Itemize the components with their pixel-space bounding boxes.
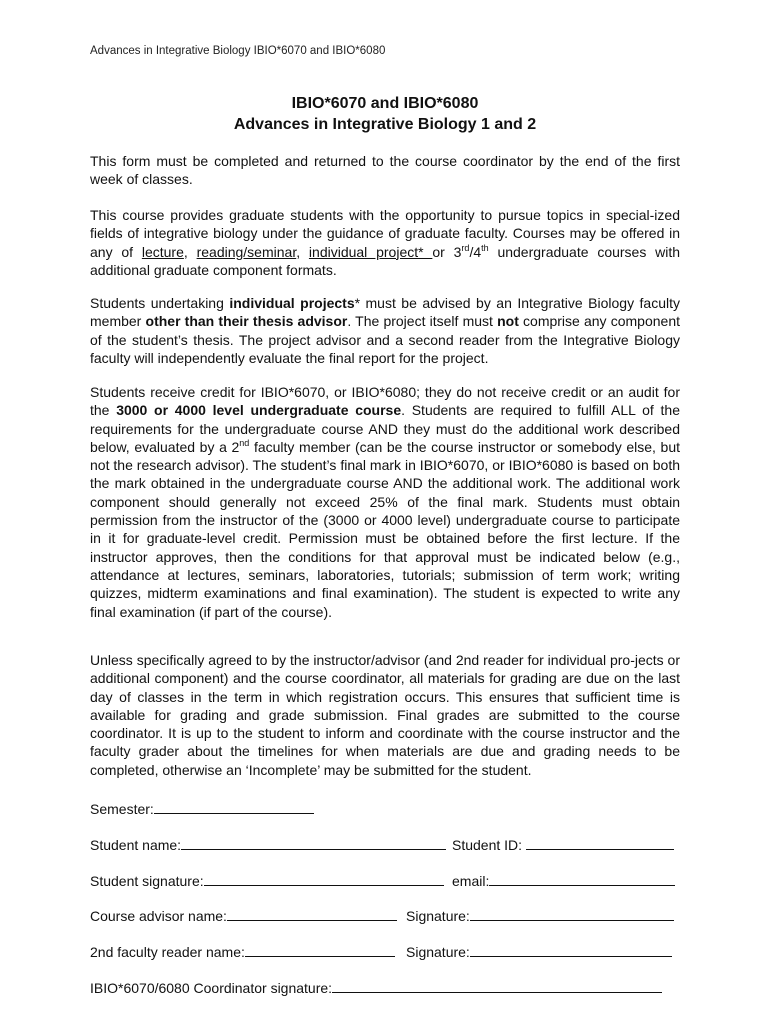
reader-signature-line[interactable] [470,942,672,957]
instruction-paragraph: This form must be completed and returned to the course coordinator by the end of the first week of classes. [90,153,680,188]
advisor-signature-field [406,906,674,924]
course-advisor-name-label: Course advisor name: [90,908,227,924]
credit-requirements-paragraph: Students receive credit for IBIO*6070, or IBIO*6080; they do not receive credit or an audit for the 3000 or 4000 level undergraduate course. Students are required to fulfill ALL of the requirements for the undergraduate course AND they must do the additional work described below, evaluated by a 2nd faculty member (can be the course instructor or somebody else, but not the research advisor). The student’s final mark in IBIO*6070, or IBIO*6080 is based on both the mark obtained in the undergraduate course AND the additional work. The additional work component should generally not exceed 25% of the final mark. Students must obtain permission from the instructor of the (3000 or 4000 level) undergraduate course to participate in it for graduate-level credit. Permission must be obtained before the first lecture. If the instructor approves, then the conditions for that approval must be indicated below (e.g., attendance at lectures, seminars, laboratories, tutorials; submission of term work; writing quizzes, midterm examinations and final examination). The student is expected to write any final examination (if part of the course). [90,384,680,620]
second-reader-name-field [90,942,395,960]
student-signature-line[interactable] [204,871,444,886]
email-label: email: [452,873,490,889]
reader-signature-field [406,942,672,960]
email-line[interactable] [489,871,675,886]
document-title: IBIO*6070 and IBIO*6080 [291,95,479,112]
page-header: Advances in Integrative Biology IBIO*6070 and IBIO*6080 [90,45,386,57]
student-id-field [452,835,674,853]
reader-signature-label: Signature: [406,944,470,960]
course-description-paragraph: This course provides graduate students with the opportunity to pursue topics in special-ized fields of integrative biology under the guidance of graduate faculty. Courses may be offered in any of lecture, reading/seminar, individual project* or 3rd/4th undergraduate courses with additional graduate component formats. [90,207,681,278]
individual-projects-paragraph: Students undertaking individual projects* must be advised by an Integrative Biology faculty member other than their thesis advisor. The project itself must not comprise any component of the student’s thesis. The project advisor and a second reader from the Integrative Biology faculty will independently evaluate the final report for the project. [90,295,680,366]
student-signature-label: Student signature: [90,873,204,889]
grading-deadline-paragraph: Unless specifically agreed to by the instructor/advisor (and 2nd reader for individual pro-jects or additional component) and the course coordinator, all materials for grading are due on the last day of classes in the term in which registration occurs. This ensures that sufficient time is available for grading and grade submission. Final grades are submitted to the course coordinator. It is up to the student to inform and coordinate with the course instructor and the faculty grader about the timelines for when materials are due and grading needs to be completed, otherwise an ‘Incomplete’ may be submitted for the student. [90,652,680,778]
student-name-line[interactable] [181,835,446,850]
student-id-label: Student ID: [452,837,523,853]
email-field [452,871,675,889]
advisor-signature-label: Signature: [406,908,470,924]
course-advisor-name-line[interactable] [227,906,397,921]
second-reader-name-label: 2nd faculty reader name: [90,944,245,960]
second-reader-name-line[interactable] [245,942,395,957]
coordinator-signature-field [90,978,662,996]
student-signature-field [90,871,444,889]
advisor-signature-line[interactable] [470,906,674,921]
semester-label: Semester: [90,801,154,817]
document-subtitle: Advances in Integrative Biology 1 and 2 [233,116,537,133]
coordinator-signature-line[interactable] [332,978,662,993]
coordinator-signature-label: IBIO*6070/6080 Coordinator signature: [90,980,333,996]
course-advisor-name-field [90,906,397,924]
student-id-line[interactable] [526,835,674,850]
semester-line[interactable] [154,799,314,814]
student-name-field [90,835,446,853]
student-name-label: Student name: [90,837,182,853]
semester-field [90,799,314,817]
